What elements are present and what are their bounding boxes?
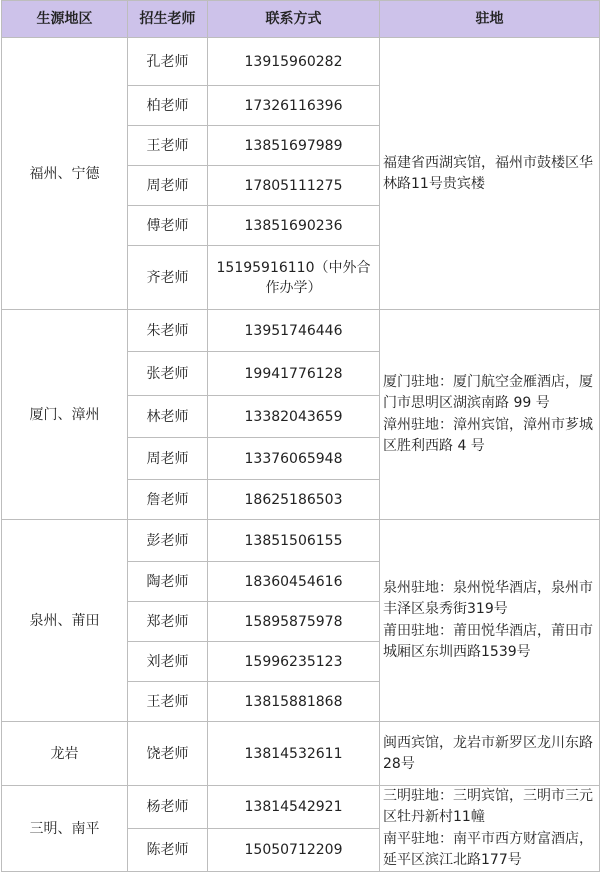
phone-cell[interactable]: 15895875978	[208, 602, 380, 642]
office-address: 厦门驻地：厦门航空金雁酒店，厦门市思明区湖滨南路 99 号	[383, 374, 593, 411]
office-address: 闽西宾馆，龙岩市新罗区龙川东路28号	[383, 734, 593, 772]
teacher-cell: 柏老师	[128, 86, 208, 126]
office-cell	[380, 520, 600, 722]
office-address: 漳州驻地：漳州宾馆，漳州市芗城区胜利西路 4 号	[383, 417, 593, 454]
region-cell: 龙岩	[2, 722, 128, 786]
teacher-cell: 林老师	[128, 396, 208, 438]
region-cell: 三明、南平	[2, 786, 128, 872]
recruitment-contact-table	[1, 0, 600, 872]
header-teacher: 招生老师	[128, 1, 208, 38]
region-cell: 厦门、漳州	[2, 310, 128, 520]
teacher-cell: 王老师	[128, 682, 208, 722]
teacher-cell: 郑老师	[128, 602, 208, 642]
teacher-cell: 齐老师	[128, 246, 208, 310]
teacher-cell: 饶老师	[128, 722, 208, 786]
phone-cell[interactable]: 18625186503	[208, 480, 380, 520]
office-address: 福建省西湖宾馆，福州市鼓楼区华林路11号贵宾楼	[383, 154, 593, 192]
phone-cell[interactable]: 13851690236	[208, 206, 380, 246]
header-row	[2, 1, 600, 38]
phone-cell[interactable]: 13951746446	[208, 310, 380, 352]
office-cell	[380, 38, 600, 310]
teacher-cell: 詹老师	[128, 480, 208, 520]
header-office: 驻地	[380, 1, 600, 38]
office-cell	[380, 786, 600, 872]
header-contact: 联系方式	[208, 1, 380, 38]
teacher-cell: 陈老师	[128, 829, 208, 872]
header-region: 生源地区	[2, 1, 128, 38]
table-row	[2, 38, 600, 86]
teacher-cell: 孔老师	[128, 38, 208, 86]
phone-cell[interactable]: 17326116396	[208, 86, 380, 126]
phone-cell[interactable]: 17805111275	[208, 166, 380, 206]
phone-cell[interactable]: 13814532611	[208, 722, 380, 786]
teacher-cell: 王老师	[128, 126, 208, 166]
phone-cell[interactable]: 15996235123	[208, 642, 380, 682]
office-address: 莆田驻地：莆田悦华酒店，莆田市城厢区东圳西路1539号	[383, 623, 593, 660]
region-cell: 福州、宁德	[2, 38, 128, 310]
teacher-cell: 张老师	[128, 352, 208, 396]
phone-cell[interactable]: 13851506155	[208, 520, 380, 562]
teacher-cell: 周老师	[128, 166, 208, 206]
table-row	[2, 520, 600, 562]
teacher-cell: 杨老师	[128, 786, 208, 829]
office-cell	[380, 310, 600, 520]
phone-cell[interactable]: 13815881868	[208, 682, 380, 722]
phone-cell[interactable]: 13814542921	[208, 786, 380, 829]
phone-cell[interactable]: 13915960282	[208, 38, 380, 86]
teacher-cell: 周老师	[128, 438, 208, 480]
teacher-cell: 朱老师	[128, 310, 208, 352]
phone-cell[interactable]: 15195916110（中外合作办学）	[208, 246, 380, 310]
phone-cell[interactable]: 13376065948	[208, 438, 380, 480]
teacher-cell: 傅老师	[128, 206, 208, 246]
table-row	[2, 722, 600, 786]
region-cell: 泉州、莆田	[2, 520, 128, 722]
teacher-cell: 刘老师	[128, 642, 208, 682]
table-row	[2, 786, 600, 829]
table-row	[2, 310, 600, 352]
office-address: 泉州驻地：泉州悦华酒店，泉州市丰泽区泉秀街319号	[383, 580, 593, 617]
teacher-cell: 陶老师	[128, 562, 208, 602]
phone-cell[interactable]: 13382043659	[208, 396, 380, 438]
office-cell	[380, 722, 600, 786]
phone-cell[interactable]: 13851697989	[208, 126, 380, 166]
phone-cell[interactable]: 18360454616	[208, 562, 380, 602]
phone-cell[interactable]: 19941776128	[208, 352, 380, 396]
office-address: 三明驻地：三明宾馆，三明市三元区牡丹新村11幢	[383, 788, 593, 825]
office-address: 南平驻地：南平市西方财富酒店，延平区滨江北路177号	[383, 831, 593, 868]
phone-cell[interactable]: 15050712209	[208, 829, 380, 872]
teacher-cell: 彭老师	[128, 520, 208, 562]
